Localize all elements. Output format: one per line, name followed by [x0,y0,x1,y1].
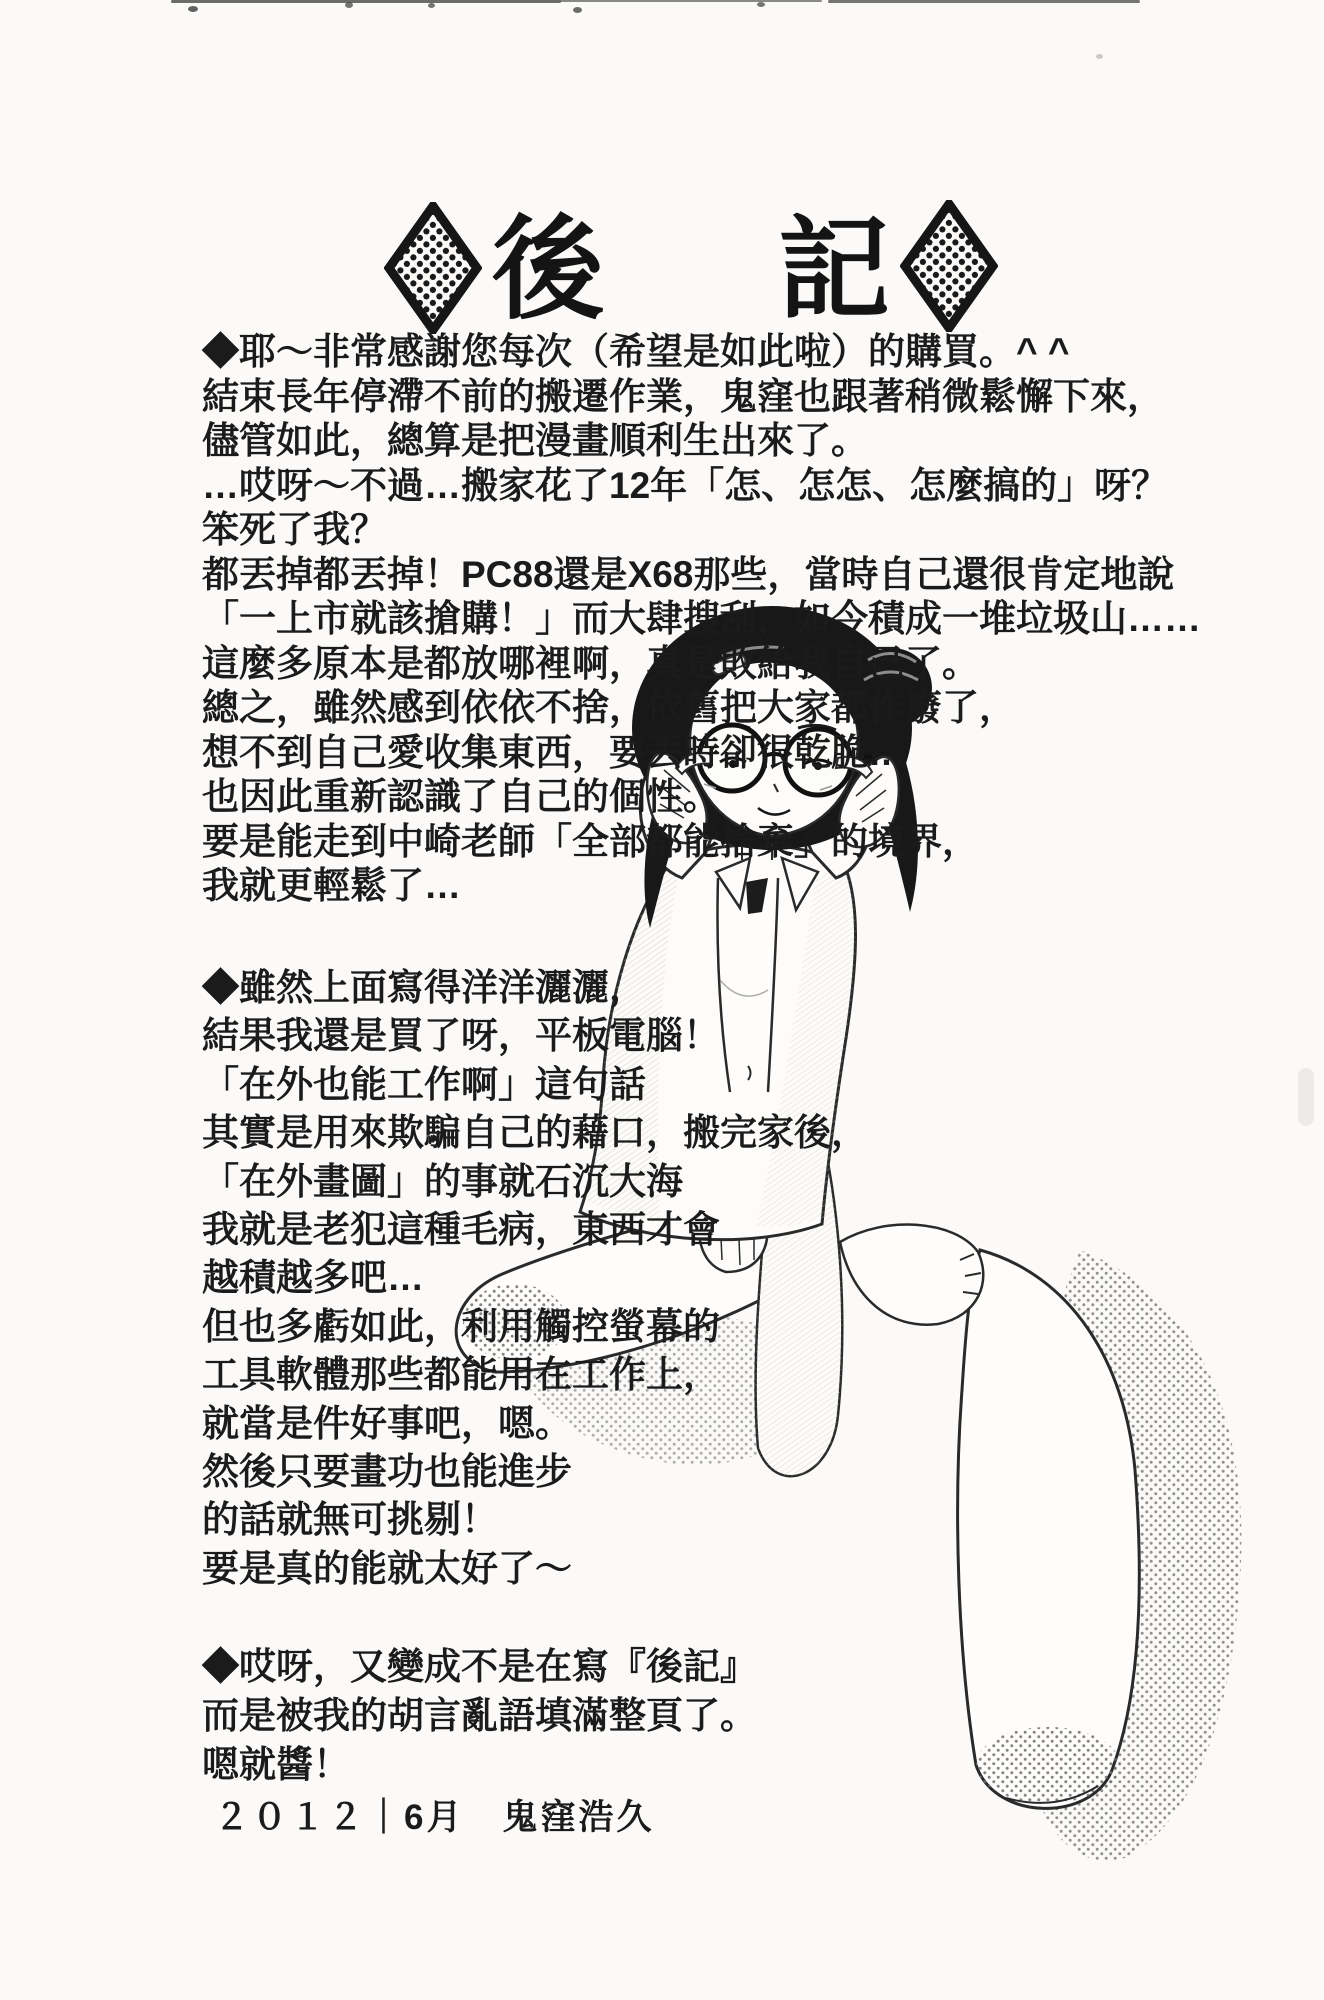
scan-artifact [188,6,198,12]
afterword-line: 這麼多原本是都放哪裡啊，真是敗給我自己了。 [202,642,979,684]
afterword-line: 想不到自己愛收集東西，要丟時卻很乾脆… [202,731,905,773]
afterword-line: 而是被我的胡言亂語填滿整頁了。 [202,1695,757,1736]
afterword-line: 都丟掉都丟掉！PC88還是X68那些，當時自己還很肯定地說 [202,553,1175,595]
afterword-line: 「在外畫圖」的事就石沉大海 [202,1160,683,1202]
page-title-char: 記 [778,207,890,332]
afterword-line: 「在外也能工作啊」這句話 [202,1063,646,1105]
afterword-line: 但也多虧如此，利用觸控螢幕的 [202,1305,720,1347]
paragraph-2 [202,964,868,1593]
title-diamond-ornament-right [900,200,998,332]
scan-artifact [171,0,561,3]
afterword-line: 越積越多吧… [202,1257,424,1299]
scan-artifact [573,7,582,13]
afterword-line: 工具軟體那些都能用在工作上， [202,1354,720,1396]
page-title-char: 後 [492,207,604,332]
scan-artifact [828,0,1140,3]
afterword-line: …哎呀～不過…搬家花了12年「怎、怎怎、怎麼搞的」呀？ [202,464,1169,506]
afterword-line: 儘管如此，總算是把漫畫順利生出來了。 [202,420,868,461]
afterword-line: 要是真的能就太好了～ [202,1547,572,1589]
afterword-line: ◆哎呀，又變成不是在寫『後記』 [202,1646,757,1687]
afterword-line: 「一上市就該搶購！」而大肆搜刮，如今積成一堆垃圾山…… [202,598,1201,639]
title-diamond-ornament-left [384,202,482,334]
afterword-line: ◆耶～非常感謝您每次（希望是如此啦）的購買。^ ^ [202,331,1070,372]
paragraph-1 [202,330,1201,909]
scan-artifact [345,2,353,8]
afterword-line: 結果我還是買了呀，平板電腦！ [202,1015,720,1057]
afterword-line: 結束長年停滯不前的搬遷作業，鬼窪也跟著稍微鬆懈下來， [202,375,1164,417]
afterword-line: 然後只要畫功也能進步 [202,1451,572,1493]
afterword-line: 笨死了我？ [202,509,387,550]
afterword-line: 其實是用來欺騙自己的藉口，搬完家後， [202,1112,868,1154]
afterword-line: 也因此重新認識了自己的個性。 [202,776,720,817]
afterword-line: 要是能走到中崎老師「全部都能捨棄」的境界， [202,820,979,862]
afterword-line: 的話就無可挑剔！ [202,1499,498,1541]
scan-artifact [428,3,435,8]
afterword-line: ◆雖然上面寫得洋洋灑灑， [202,967,646,1008]
afterword-line: 總之，雖然感到依依不捨，依舊把大家都作廢了， [202,687,1016,728]
date-author-line: ２０１２｜6月 鬼窪浩久 [214,1798,655,1837]
scan-artifact [757,2,765,7]
scan-artifact [1096,54,1103,59]
afterword-line: 嗯就醬！ [202,1744,350,1785]
scan-artifact [560,0,822,2]
afterword-line: 我就是老犯這種毛病，東西才會 [202,1209,720,1251]
paragraph-3 [202,1642,757,1789]
afterword-line: 就當是件好事吧，嗯。 [202,1402,572,1444]
afterword-line: 我就更輕鬆了… [202,865,461,906]
